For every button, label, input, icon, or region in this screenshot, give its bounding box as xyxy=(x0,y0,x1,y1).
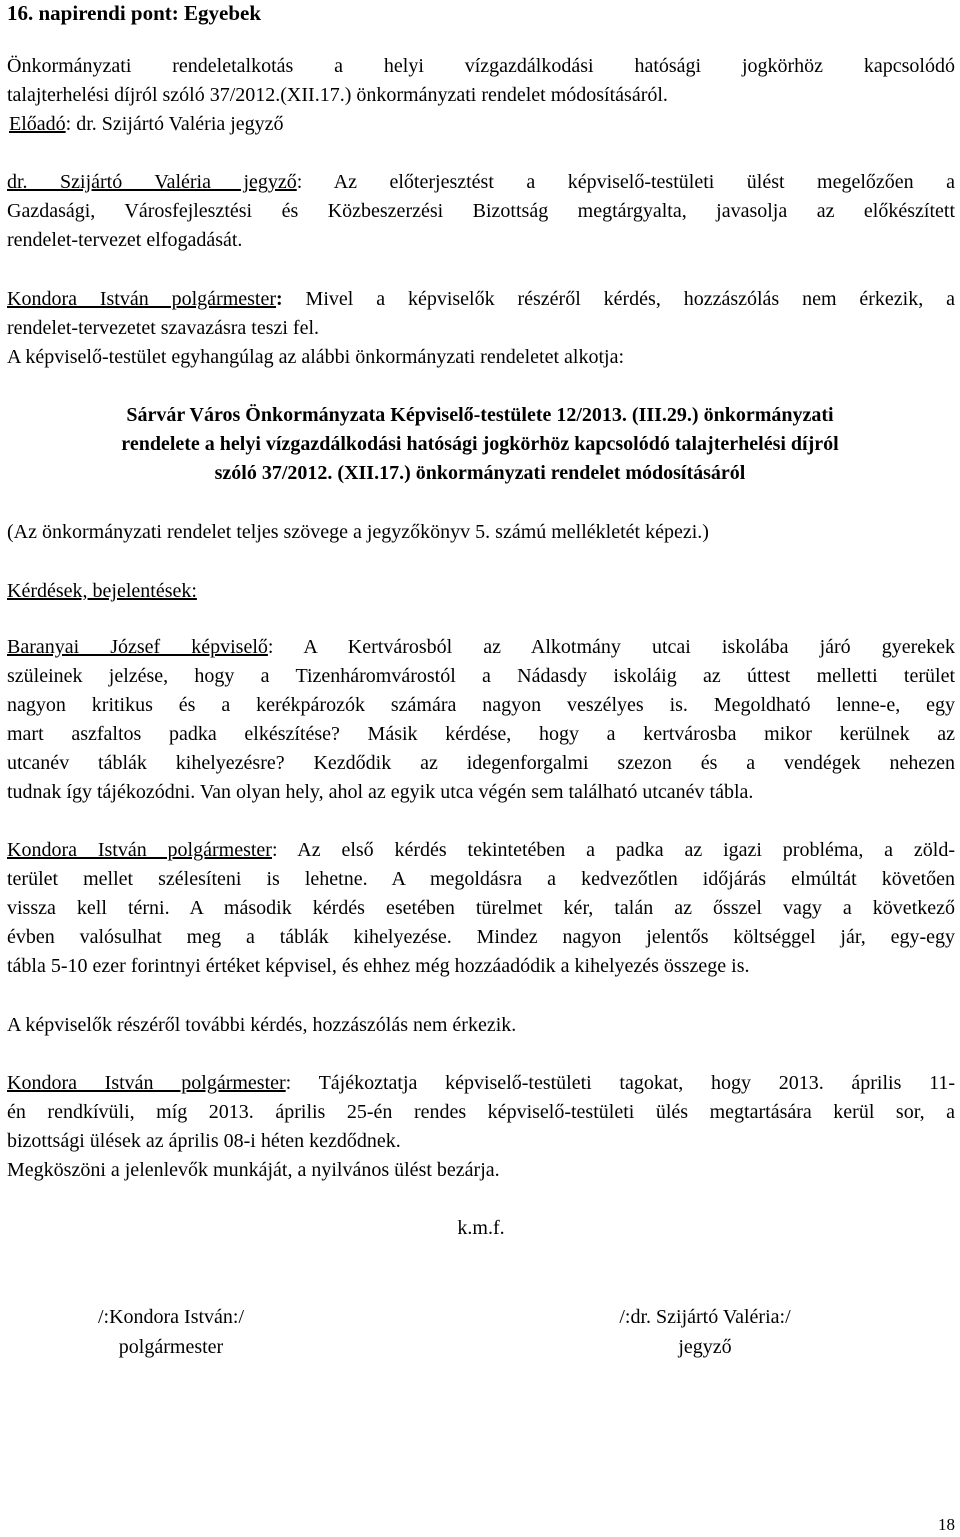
paragraph-line: tábla 5-10 ezer forintnyi értéket képvisel, és ehhez még hozzáadódik a kihelyezés összege is. xyxy=(7,955,750,977)
paragraph-line: szüleinek jelzése, hogy a Tizenháromvárostól a Nádasdy iskoláig az úttest melletti terület xyxy=(7,665,955,687)
agenda-item xyxy=(7,52,955,139)
paragraph-councillor xyxy=(7,633,955,807)
decree-line: szóló 37/2012. (XII.17.) önkormányzati rendelet módosításáról xyxy=(214,462,746,484)
speaker-name: Baranyai József képviselő xyxy=(7,636,268,658)
paragraph-line: tudnak így tájékozódni. Van olyan hely, ahol az egyik utca végén sem található utcanév tábla. xyxy=(7,781,754,803)
speaker-name: Kondora István polgármester xyxy=(7,839,272,861)
speaker-name: Kondora István polgármester xyxy=(7,288,277,310)
paragraph-line: Kondora István polgármester: Az első kérdés tekintetében a padka az igazi probléma, a zöld- xyxy=(7,839,956,861)
paragraph-mayor-answer xyxy=(7,836,955,981)
paragraph-line: A képviselő-testület egyhangúlag az alábbi önkormányzati rendeletet alkotja: xyxy=(7,346,625,368)
paragraph-line: nagyon kritikus és a kerékpározók számára nagyon veszélyes is. Megoldható lenne-e, egy xyxy=(7,694,955,716)
presenter-label: Előadó xyxy=(9,113,66,135)
paragraph-mayor-vote xyxy=(7,285,955,372)
paragraph-line: Gazdasági, Városfejlesztési és Közbeszerzési Bizottság megtárgyalta, javasolja az előkészített xyxy=(7,200,955,222)
decree-title xyxy=(7,401,953,488)
paragraph-line: Megköszöni a jelenlevők munkáját, a nyilvános ülést bezárja. xyxy=(7,1159,500,1181)
paragraph-line: évben valósulhat meg a táblák kihelyezése. Mindez nagyon jelentős költséggel jár, egy-egy xyxy=(7,926,955,948)
speaker-name: Kondora István polgármester xyxy=(7,1072,286,1094)
paragraph-no-more-questions: A képviselők részéről további kérdés, hozzászólás nem érkezik. xyxy=(7,1014,517,1036)
paragraph-line: mart aszfaltos padka elkészítése? Másik kérdése, hogy a kertvárosba mikor kerülnek az xyxy=(7,723,955,745)
paragraph-mayor-closing xyxy=(7,1069,955,1185)
kmf-mark: k.m.f. xyxy=(457,1217,505,1239)
paragraph-line: bizottsági ülések az április 08-i héten kezdődnek. xyxy=(7,1130,401,1152)
page-number: 18 xyxy=(938,1515,955,1534)
agenda-heading: 16. napirendi pont: Egyebek xyxy=(7,1,261,25)
agenda-line: talajterhelési díjról szóló 37/2012.(XII.17.) önkormányzati rendelet módosításáról. xyxy=(7,84,668,106)
annex-note: (Az önkormányzati rendelet teljes szövege a jegyzőkönyv 5. számú mellékletét képezi.) xyxy=(7,521,709,543)
paragraph-line: Kondora István polgármester: Mivel a képviselők részéről kérdés, hozzászólás nem érkezik, a xyxy=(7,288,955,310)
signature-name: /:dr. Szijártó Valéria:/ xyxy=(619,1306,791,1328)
speaker-name: dr. Szijártó Valéria jegyző xyxy=(7,171,297,193)
signature-mayor xyxy=(41,1302,301,1362)
paragraph-line: rendelet-tervezet elfogadását. xyxy=(7,229,243,251)
signature-title: jegyző xyxy=(678,1336,732,1358)
paragraph-notary xyxy=(7,168,955,255)
presenter-line xyxy=(7,110,955,139)
paragraph-line: Baranyai József képviselő: A Kertvárosból az Alkotmány utcai iskolába járó gyerekek xyxy=(7,636,955,658)
paragraph-line: én rendkívüli, míg 2013. április 25-én rendes képviselő-testületi ülés megtartására kerül sor, a xyxy=(7,1101,955,1123)
presenter-name: : dr. Szijártó Valéria jegyző xyxy=(65,113,284,135)
paragraph-line: Kondora István polgármester: Tájékoztatja képviselő-testületi tagokat, hogy 2013. április 11- xyxy=(7,1072,955,1094)
decree-line: rendelete a helyi vízgazdálkodási hatósági jogkörhöz kapcsolódó talajterhelési díjról xyxy=(121,433,839,455)
paragraph-line: rendelet-tervezetet szavazásra teszi fel. xyxy=(7,317,320,339)
decree-line: Sárvár Város Önkormányzata Képviselő-testülete 12/2013. (III.29.) önkormányzati xyxy=(126,404,834,426)
paragraph-line: dr. Szijártó Valéria jegyző: Az előterjesztést a képviselő-testületi ülést megelőzően a xyxy=(7,171,956,193)
signature-title: polgármester xyxy=(118,1336,224,1358)
paragraph-line: terület mellet szélesíteni is lehetne. A megoldásra a kedvezőtlen időjárás elmúltát követően xyxy=(7,868,955,890)
signature-notary xyxy=(575,1302,835,1362)
questions-heading: Kérdések, bejelentések: xyxy=(7,580,197,602)
agenda-line: Önkormányzati rendeletalkotás a helyi vízgazdálkodási hatósági jogkörhöz kapcsolódó xyxy=(7,55,955,77)
signature-name: /:Kondora István:/ xyxy=(97,1306,245,1328)
paragraph-line: vissza kell térni. A második kérdés esetében türelmet kér, talán az ősszel vagy a következő xyxy=(7,897,955,919)
paragraph-line: utcanév táblák kihelyezésre? Kezdődik az idegenforgalmi szezon és a vendégek nehezen xyxy=(7,752,955,774)
